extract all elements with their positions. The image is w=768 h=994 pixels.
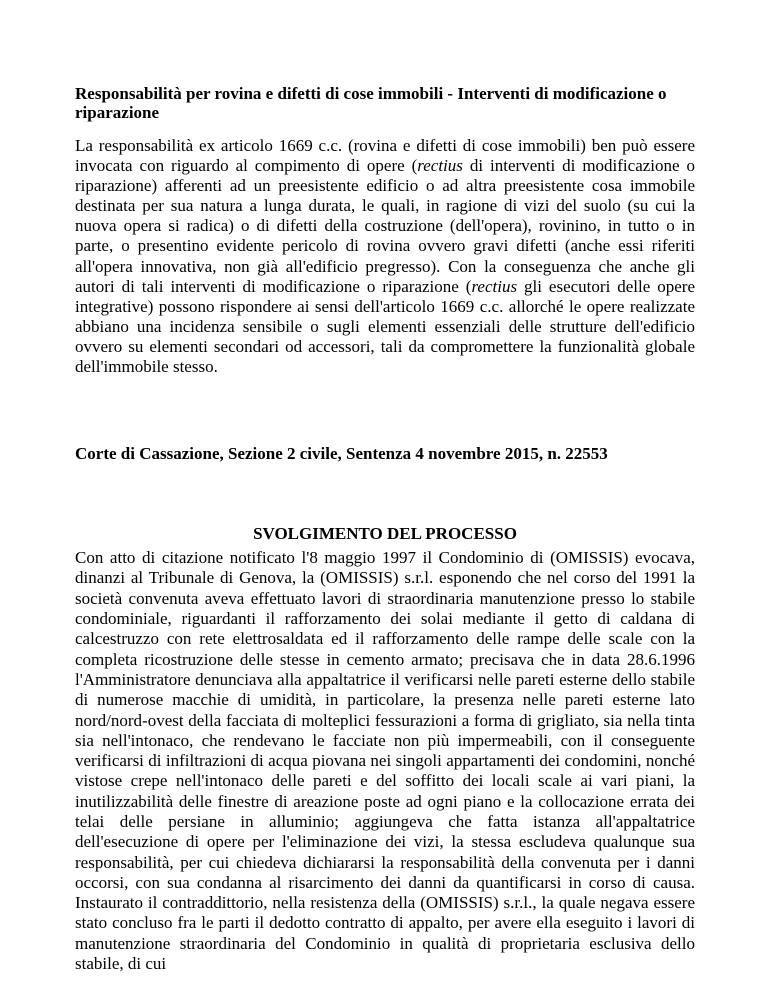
abstract-rectius-1: rectius [417, 156, 463, 176]
abstract-text-part-3: gli esecutori delle opere integrative) possono rispondere ai sensi dell'articolo 1669 c.c. allorché le opere realizzate abbiano una incidenza sensibile o sugli elementi essenziali delle strutture dell'edificio ovvero su elementi secondari od accessori, tali da compromettere la funzionalità globale dell'immobile stesso. [75, 276, 695, 377]
court-citation: Corte di Cassazione, Sezione 2 civile, Sentenza 4 novembre 2015, n. 22553 [75, 444, 608, 464]
document-title: Responsabilità per rovina e difetti di cose immobili - Interventi di modificazione o riparazione [75, 84, 667, 122]
abstract-rectius-2: rectius [471, 276, 518, 296]
abstract-paragraph [75, 136, 695, 377]
document-page [75, 84, 695, 974]
section-heading: SVOLGIMENTO DEL PROCESSO [253, 524, 517, 544]
abstract-text-part-2: di interventi di modificazione o riparazione) afferenti ad un preesistente edificio o ad altra preesistente cosa immobile destinata per sua natura a lunga durata, le quali, in ragione di vizi del suolo (su cui la nuova opera si radica) o di difetti della costruzione (dell'opera), rovinino, in tutto o in parte, o presentino evidente pericolo di rovina ovvero gravi difetti (anche essi riferiti all'opera innovativa, non già all'edificio pregresso). Con la conseguenza che anche gli autori di tali interventi di modificazione o riparazione ( [75, 156, 696, 296]
body-paragraph: Con atto di citazione notificato l'8 maggio 1997 il Condominio di (OMISSIS) evocava, dinanzi al Tribunale di Genova, la (OMISSIS) s.r.l. esponendo che nel corso del 1991 la società convenuta aveva effettuato lavori di straordinaria manutenzione presso lo stabile condominiale, riguardanti il rafforzamento dei solai mediante il getto di caldana di calcestruzzo con rete elettrosaldata ed il rafforzamento delle rampe delle scale con la completa ricostruzione delle stesse in cemento armato; precisava che in data 28.6.1996 l'Amministratore denunciava alla appaltatrice il verificarsi nelle pareti esterne dello stabile di numerose macchie di umidità, in particolare, la presenza nelle pareti esterne lato nord/nord-ovest della facciata di molteplici fessurazioni a forma di grigliato, sia nella tinta sia nell'intonaco, che rendevano le facciate non più impermeabili, con il conseguente verificarsi di infiltrazioni di acqua piovana nei singoli appartamenti dei condomini, nonché vistose crepe nell'intonaco delle pareti e del soffitto dei locali scale ai vari piani, la inutilizzabilità delle finestre di areazione poste ad ogni piano e la collocazione errata dei telai delle persiane in alluminio; aggiungeva che fatta istanza all'appaltatrice dell'esecuzione di opere per l'eliminazione dei vizi, la stessa escludeva qualunque sua responsabilità, per cui chiedeva dichiararsi la responsabilità della convenuta per i danni occorsi, con sua condanna al risarcimento dei danni da quantificarsi in corso di causa. Instaurato il contraddittorio, nella resistenza della (OMISSIS) s.r.l., la quale negava essere stato concluso fra le parti il dedotto contratto di appalto, per avere ella eseguito i lavori di manutenzione straordinaria del Condominio in qualità di proprietaria esclusiva dello stabile, di cui [75, 548, 695, 974]
abstract-text-part-1: La responsabilità ex articolo 1669 c.c. (rovina e difetti di cose immobili) ben può essere invocata con riguardo al compimento di opere ( [75, 136, 695, 176]
